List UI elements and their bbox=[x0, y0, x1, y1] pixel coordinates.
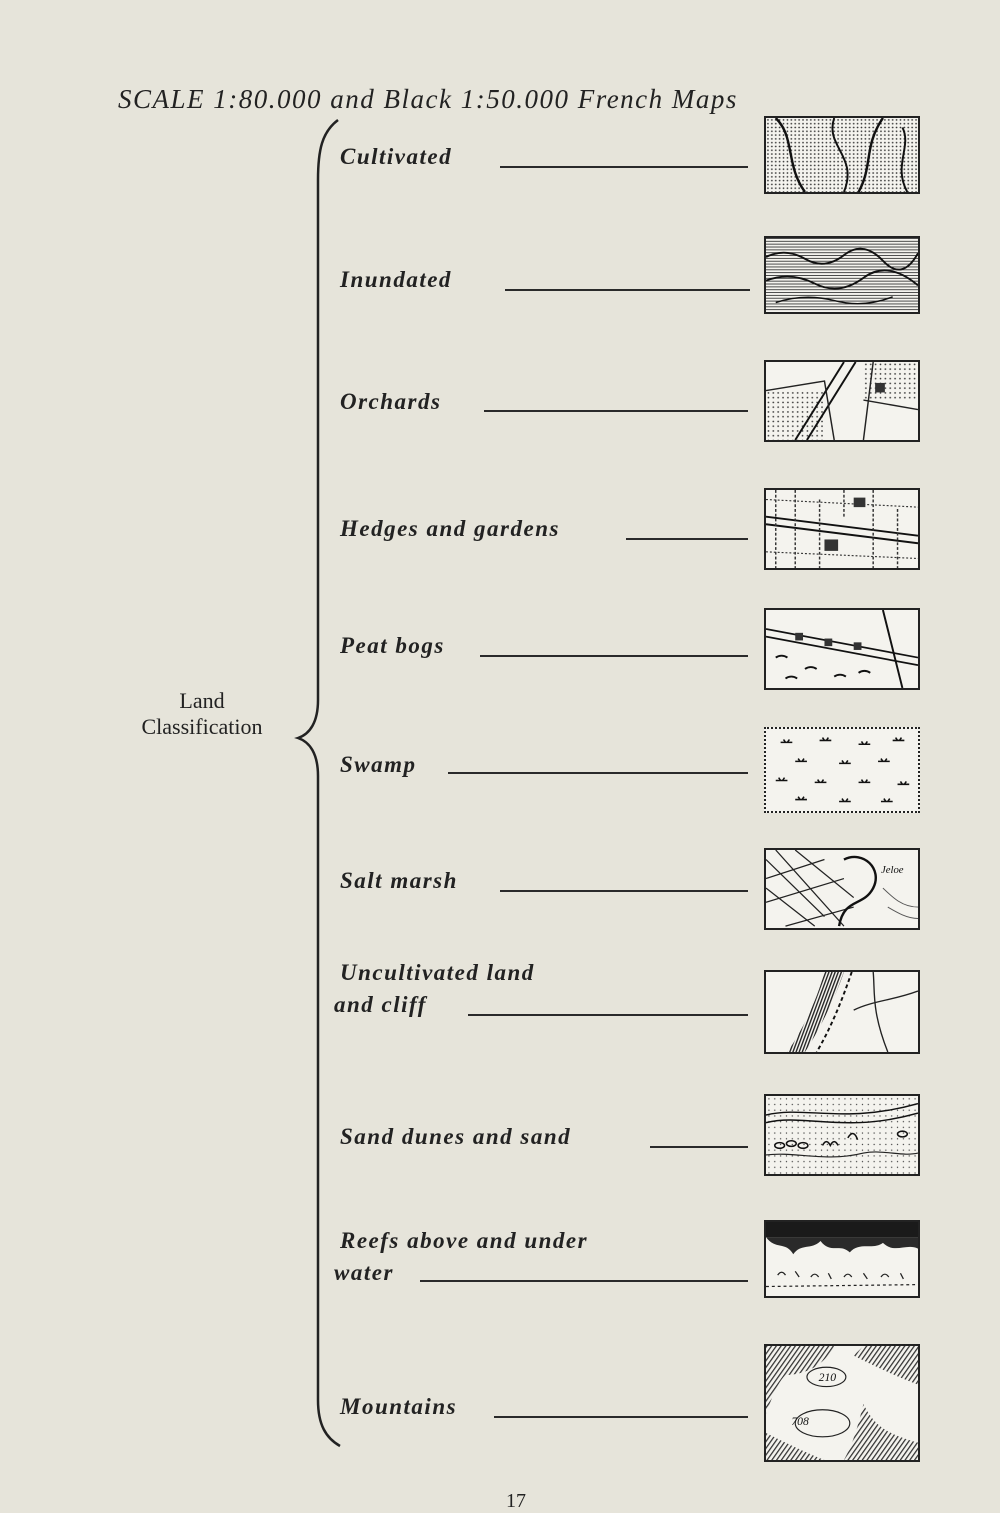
inundated-pattern-icon bbox=[764, 236, 920, 314]
salt-marsh-pattern-icon bbox=[764, 848, 920, 930]
row-label-inundated: Inundated bbox=[340, 267, 452, 292]
group-label-line2: Classification bbox=[141, 714, 263, 739]
row-label-reefs-line2: water bbox=[334, 1260, 394, 1285]
leader-line bbox=[420, 1280, 748, 1282]
row-label-uncultivated-line1: Uncultivated land bbox=[340, 960, 535, 985]
page-title: SCALE 1:80.000 and Black 1:50.000 French Maps bbox=[118, 84, 738, 114]
row-label-reefs-line1: Reefs above and under bbox=[340, 1228, 589, 1253]
page-number: 17 bbox=[506, 1490, 526, 1512]
leader-line bbox=[500, 890, 748, 892]
leader-line bbox=[484, 410, 748, 412]
sand-dunes-pattern-icon bbox=[764, 1094, 920, 1176]
leader-line bbox=[448, 772, 748, 774]
leader-line bbox=[505, 289, 750, 291]
mountain-height-1: 210 bbox=[818, 1370, 837, 1384]
mountain-height-2: 708 bbox=[791, 1415, 809, 1429]
cliff-pattern-icon bbox=[764, 970, 920, 1054]
leader-line bbox=[626, 538, 748, 540]
row-label-uncultivated-line2: and cliff bbox=[334, 992, 427, 1017]
salt-marsh-map-label: Jeloe bbox=[880, 864, 904, 876]
group-label bbox=[112, 688, 292, 740]
row-label-swamp: Swamp bbox=[340, 752, 417, 777]
row-label-hedges-and-gardens: Hedges and gardens bbox=[340, 516, 560, 541]
mountains-pattern-icon bbox=[764, 1344, 920, 1462]
row-label-orchards: Orchards bbox=[340, 389, 442, 414]
row-label-sand-dunes: Sand dunes and sand bbox=[340, 1124, 572, 1149]
leader-line bbox=[650, 1146, 748, 1148]
reefs-pattern-icon bbox=[764, 1220, 920, 1298]
row-label-salt-marsh: Salt marsh bbox=[340, 868, 458, 893]
swamp-pattern-icon bbox=[764, 727, 920, 813]
row-label-mountains: Mountains bbox=[340, 1394, 458, 1419]
row-label-cultivated: Cultivated bbox=[340, 144, 453, 169]
cultivated-pattern-icon bbox=[764, 116, 920, 194]
row-label-peat-bogs: Peat bogs bbox=[340, 633, 445, 658]
group-label-line1: Land bbox=[179, 688, 225, 713]
peat-bogs-pattern-icon bbox=[764, 608, 920, 690]
hedges-pattern-icon bbox=[764, 488, 920, 570]
orchards-pattern-icon bbox=[764, 360, 920, 442]
leader-line bbox=[494, 1416, 748, 1418]
leader-line bbox=[480, 655, 748, 657]
leader-line bbox=[500, 166, 748, 168]
leader-line bbox=[468, 1014, 748, 1016]
